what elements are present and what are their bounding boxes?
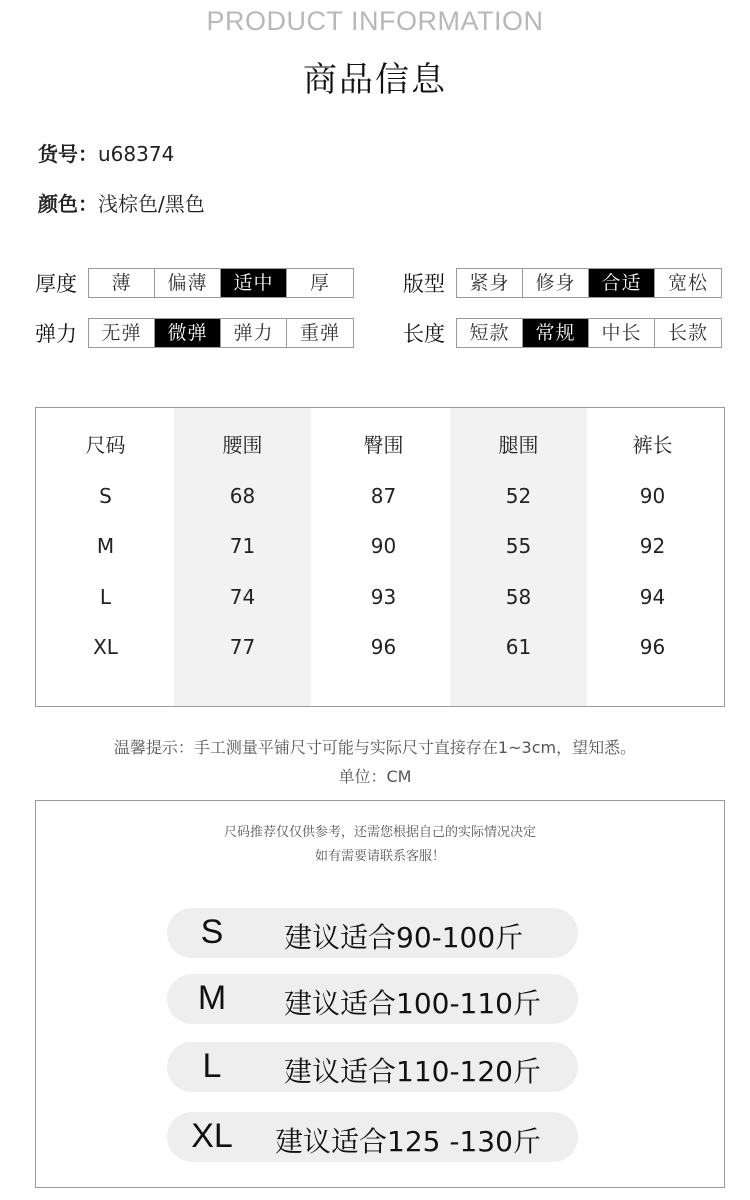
recommendation-pill-l xyxy=(167,1042,578,1092)
pill-size: XL xyxy=(191,1117,233,1155)
attr-row-thickness xyxy=(35,268,354,298)
table-column-length xyxy=(584,430,721,683)
pill-text: 建议适合100-110斤 xyxy=(284,987,541,1020)
attr-option: 中长 xyxy=(589,319,655,347)
table-cell: L xyxy=(99,584,112,609)
table-cell: 90 xyxy=(370,534,397,558)
pill-size: S xyxy=(200,913,224,951)
attr-options-fit xyxy=(456,268,722,298)
table-cell: 68 xyxy=(229,483,256,508)
pill-text: 建议适合90-100斤 xyxy=(284,921,524,954)
attr-option: 长款 xyxy=(667,322,708,344)
table-cell: 87 xyxy=(370,483,397,508)
title-cn: 商品信息 xyxy=(303,60,447,100)
size-table xyxy=(35,407,725,707)
attr-option: 厚 xyxy=(309,272,330,294)
attr-options-elasticity xyxy=(88,318,354,348)
title-en: PRODUCT INFORMATION xyxy=(206,6,544,36)
attr-options-length xyxy=(456,318,722,348)
table-cell: 58 xyxy=(505,584,532,609)
recommendation-pill-s xyxy=(167,908,578,958)
attr-label-length: 长度 xyxy=(403,322,445,346)
attr-option-selected: 微弹 xyxy=(155,319,221,347)
table-header: 裤长 xyxy=(632,433,673,457)
pill-text: 建议适合125 -130斤 xyxy=(275,1125,541,1158)
attr-option: 无弹 xyxy=(89,319,155,347)
table-cell: 96 xyxy=(639,635,666,659)
size-recommendation-panel xyxy=(35,800,725,1188)
color-line xyxy=(38,188,205,217)
color-label: 颜色： xyxy=(38,192,98,216)
table-cell: 52 xyxy=(505,483,532,508)
recommendation-pill-m xyxy=(167,974,578,1024)
table-column-waist xyxy=(174,430,311,683)
table-cell: 71 xyxy=(229,534,256,558)
table-cell: M xyxy=(96,534,115,558)
attr-option-selected: 适中 xyxy=(221,269,287,297)
unit-label: 单位：CM xyxy=(338,767,412,786)
pill-size: L xyxy=(202,1047,222,1085)
table-cell: 55 xyxy=(505,534,532,558)
attr-label-thickness: 厚度 xyxy=(35,272,77,296)
table-cell: 61 xyxy=(505,635,532,659)
table-cell: 77 xyxy=(229,635,256,659)
attr-option-selected: 合适 xyxy=(589,269,655,297)
sku-line xyxy=(38,138,174,167)
attr-option: 弹力 xyxy=(221,319,287,347)
recommendation-contact-note: 如有需要请联系客服！ xyxy=(314,849,445,864)
table-column-hip xyxy=(315,430,452,683)
attr-row-length xyxy=(403,318,722,348)
attr-row-elasticity xyxy=(35,318,354,348)
table-cell: 96 xyxy=(370,635,397,659)
attr-option-selected: 常规 xyxy=(523,319,589,347)
attr-label-fit: 版型 xyxy=(403,272,445,296)
attr-option: 宽松 xyxy=(667,272,708,294)
table-header: 臀围 xyxy=(363,433,404,457)
table-cell: 93 xyxy=(370,584,397,609)
measure-tip: 温馨提示：手工测量平铺尺寸可能与实际尺寸直接存在1~3cm，望知悉。 xyxy=(113,738,637,757)
table-cell: 92 xyxy=(639,534,666,558)
table-cell: S xyxy=(99,483,112,508)
sku-label: 货号： xyxy=(38,142,98,166)
attr-label-elasticity: 弹力 xyxy=(35,322,77,346)
table-cell: 90 xyxy=(639,483,666,508)
attr-option: 紧身 xyxy=(457,269,523,297)
attr-options-thickness xyxy=(88,268,354,298)
color-value: 浅棕色/黑色 xyxy=(98,192,205,216)
table-header: 腿围 xyxy=(498,433,539,457)
table-column-size xyxy=(37,430,174,683)
attr-option: 修身 xyxy=(523,269,589,297)
attr-option: 偏薄 xyxy=(155,269,221,297)
pill-size: M xyxy=(197,979,227,1017)
attr-option: 薄 xyxy=(89,269,155,297)
attr-option: 短款 xyxy=(457,319,523,347)
table-cell: 74 xyxy=(229,584,256,609)
attr-row-fit xyxy=(403,268,722,298)
attr-option: 重弹 xyxy=(299,322,340,344)
table-column-thigh xyxy=(450,430,587,683)
table-header: 腰围 xyxy=(222,433,263,457)
recommendation-pill-xl xyxy=(167,1112,578,1162)
recommendation-note: 尺码推荐仅仅供参考，还需您根据自己的实际情况决定 xyxy=(223,825,536,840)
pill-text: 建议适合110-120斤 xyxy=(284,1055,541,1088)
table-header: 尺码 xyxy=(85,433,126,457)
sku-value: u68374 xyxy=(98,142,175,166)
table-cell: XL xyxy=(93,635,118,659)
table-cell: 94 xyxy=(639,584,666,609)
